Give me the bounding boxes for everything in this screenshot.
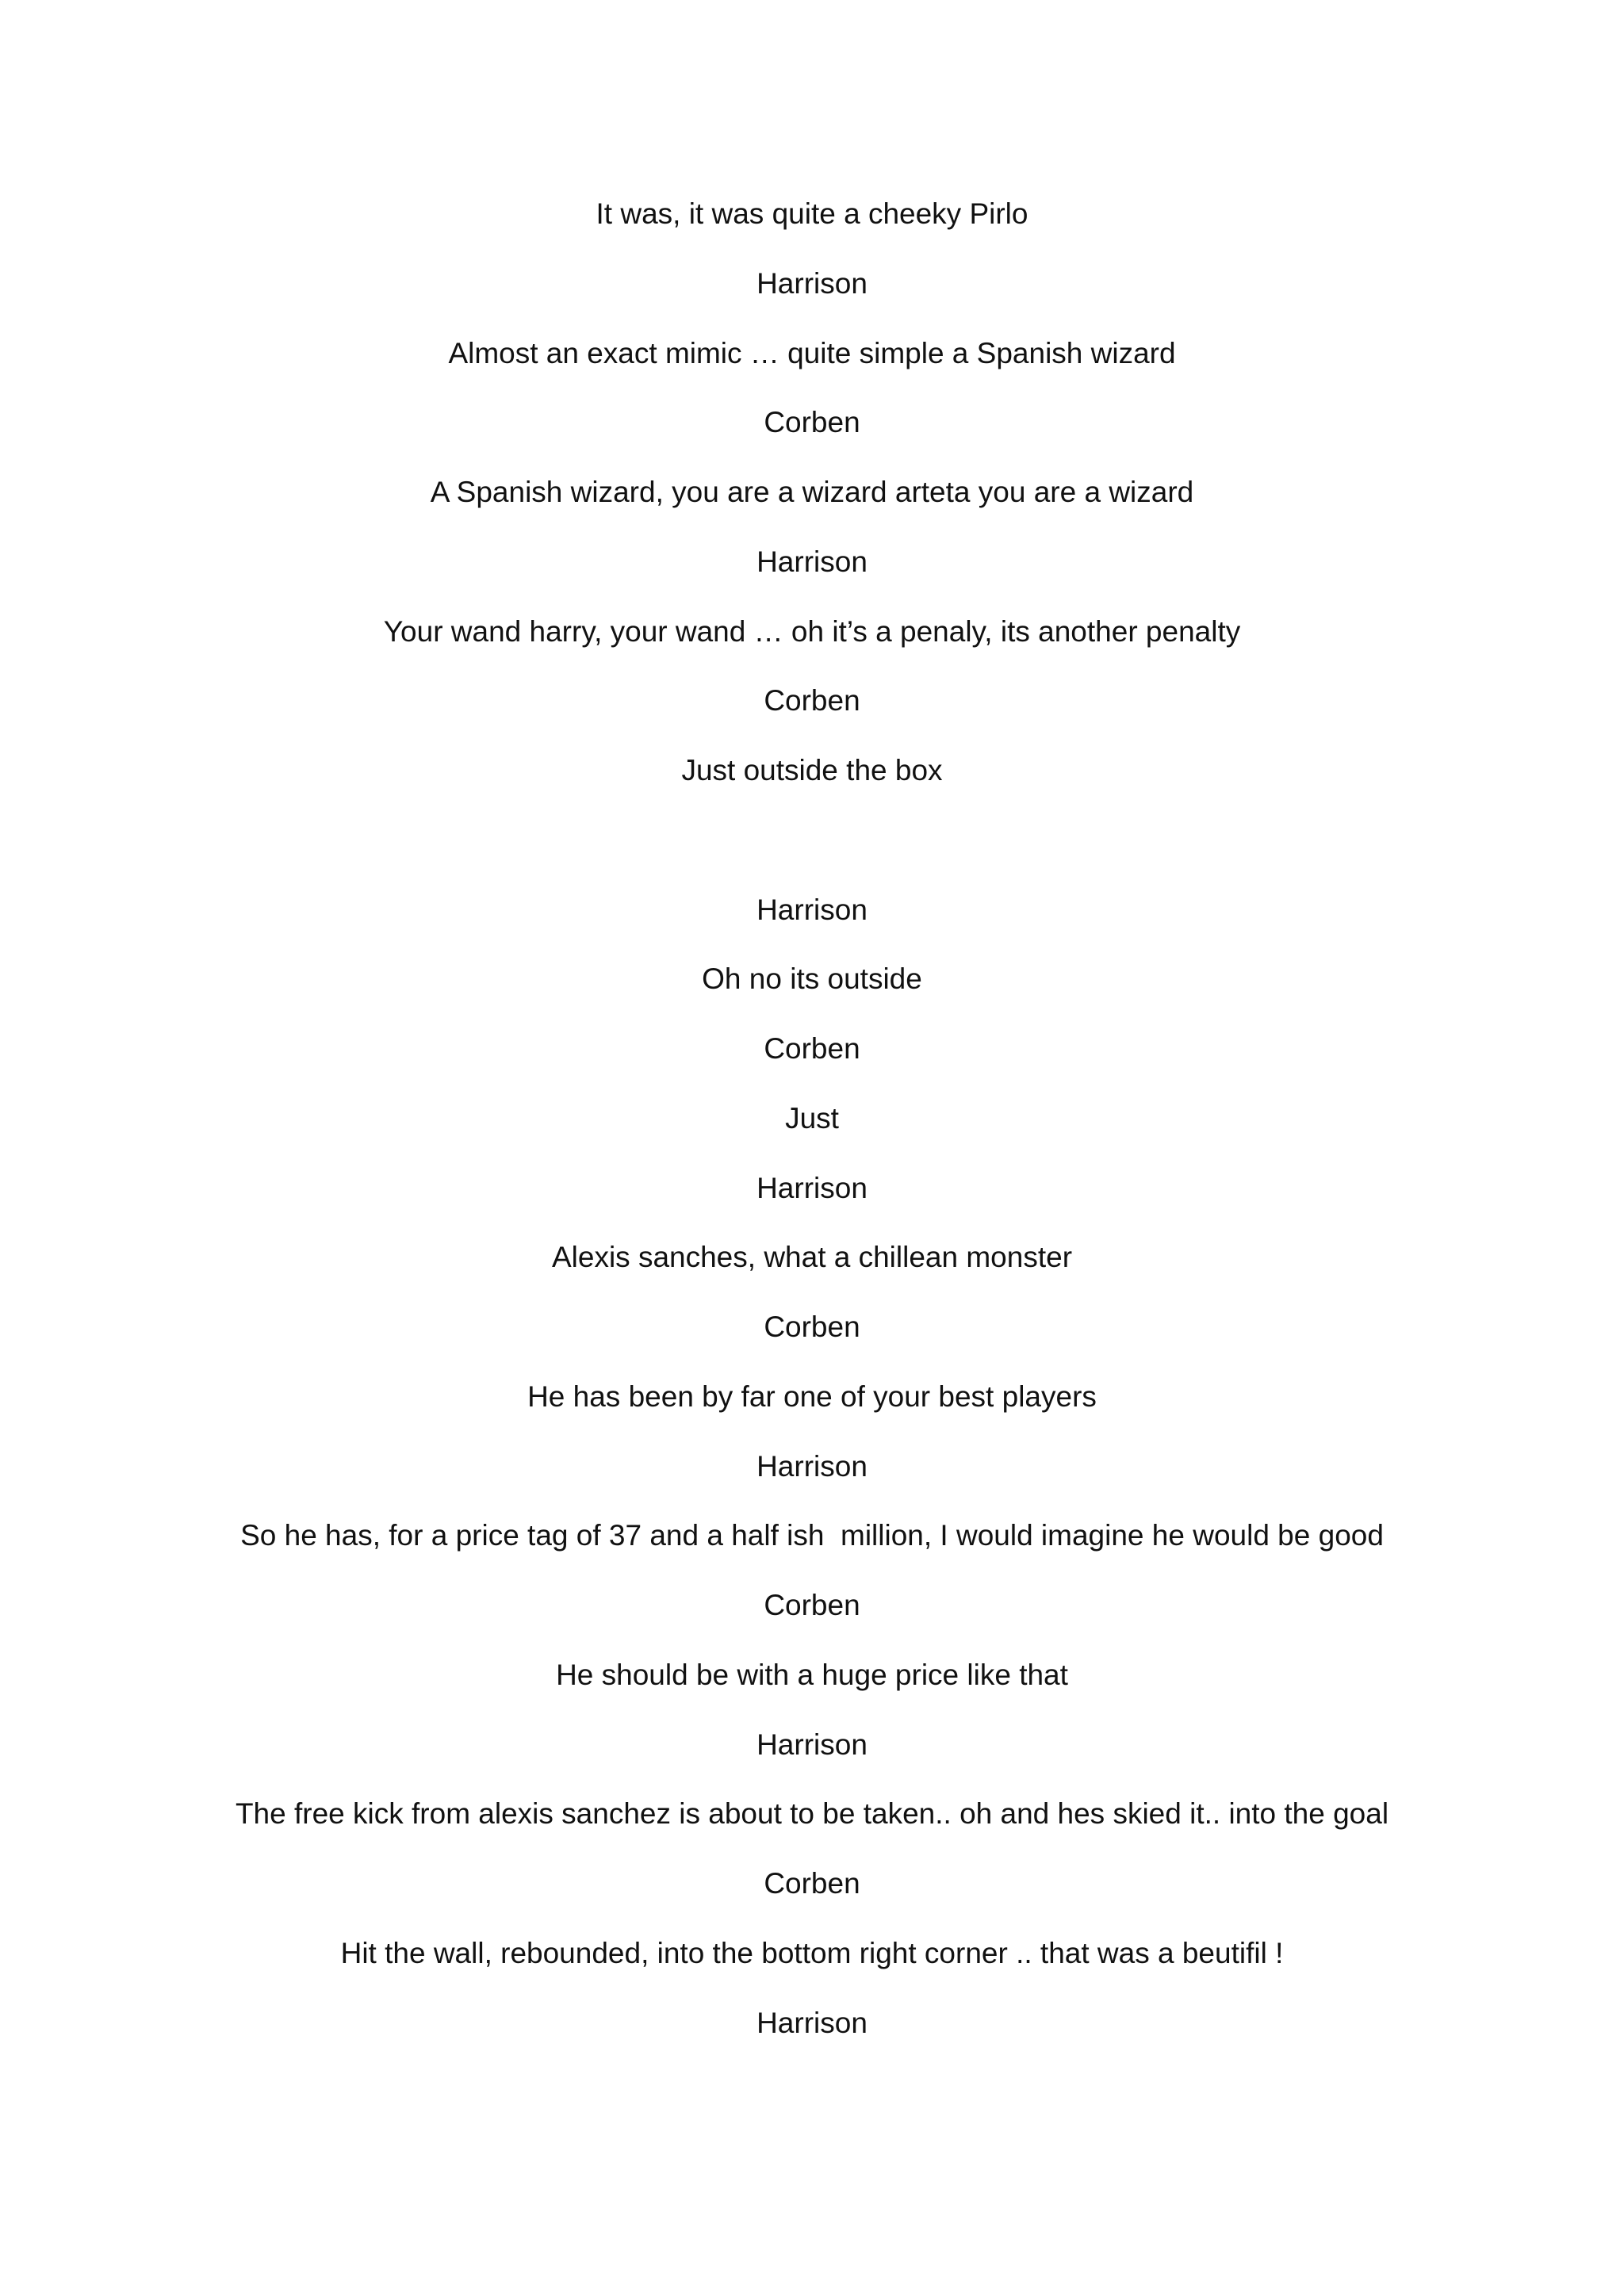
dialogue-line: So he has, for a price tag of 37 and a half ish million, I would imagine he would be good [240, 1519, 1384, 1552]
dialogue-line: Hit the wall, rebounded, into the bottom right corner .. that was a beutifil ! [340, 1937, 1284, 1969]
speaker-name: Harrison [756, 1450, 868, 1483]
dialogue-line: Your wand harry, your wand … oh it’s a penaly, its another penalty [383, 615, 1241, 648]
dialogue-line: Alexis sanches, what a chillean monster [551, 1241, 1073, 1273]
dialogue-line: Almost an exact mimic … quite simple a Spanish wizard [448, 337, 1176, 369]
dialogue-line: Oh no its outside [702, 962, 922, 995]
speaker-name: Harrison [756, 267, 868, 300]
dialogue-line: Just [785, 1102, 839, 1135]
speaker-name: Harrison [756, 545, 868, 578]
speaker-name: Corben [764, 1589, 860, 1621]
dialogue-line: The free kick from alexis sanchez is about to be taken.. oh and hes skied it.. into the goal [235, 1797, 1389, 1830]
speaker-name: Corben [764, 684, 860, 717]
dialogue-line: He has been by far one of your best players [527, 1380, 1097, 1413]
speaker-name: Corben [764, 406, 860, 438]
dialogue-line: Just outside the box [681, 754, 943, 786]
speaker-name: Harrison [756, 1172, 868, 1204]
dialogue-line: A Spanish wizard, you are a wizard arteta you are a wizard [430, 476, 1194, 508]
speaker-name: Corben [764, 1311, 860, 1343]
dialogue-line: He should be with a huge price like that [556, 1659, 1068, 1691]
dialogue-line: It was, it was quite a cheeky Pirlo [596, 197, 1028, 230]
speaker-name: Corben [764, 1032, 860, 1065]
speaker-name: Corben [764, 1867, 860, 1900]
speaker-name: Harrison [756, 1728, 868, 1761]
speaker-name: Harrison [756, 894, 868, 926]
speaker-name: Harrison [756, 2007, 868, 2039]
